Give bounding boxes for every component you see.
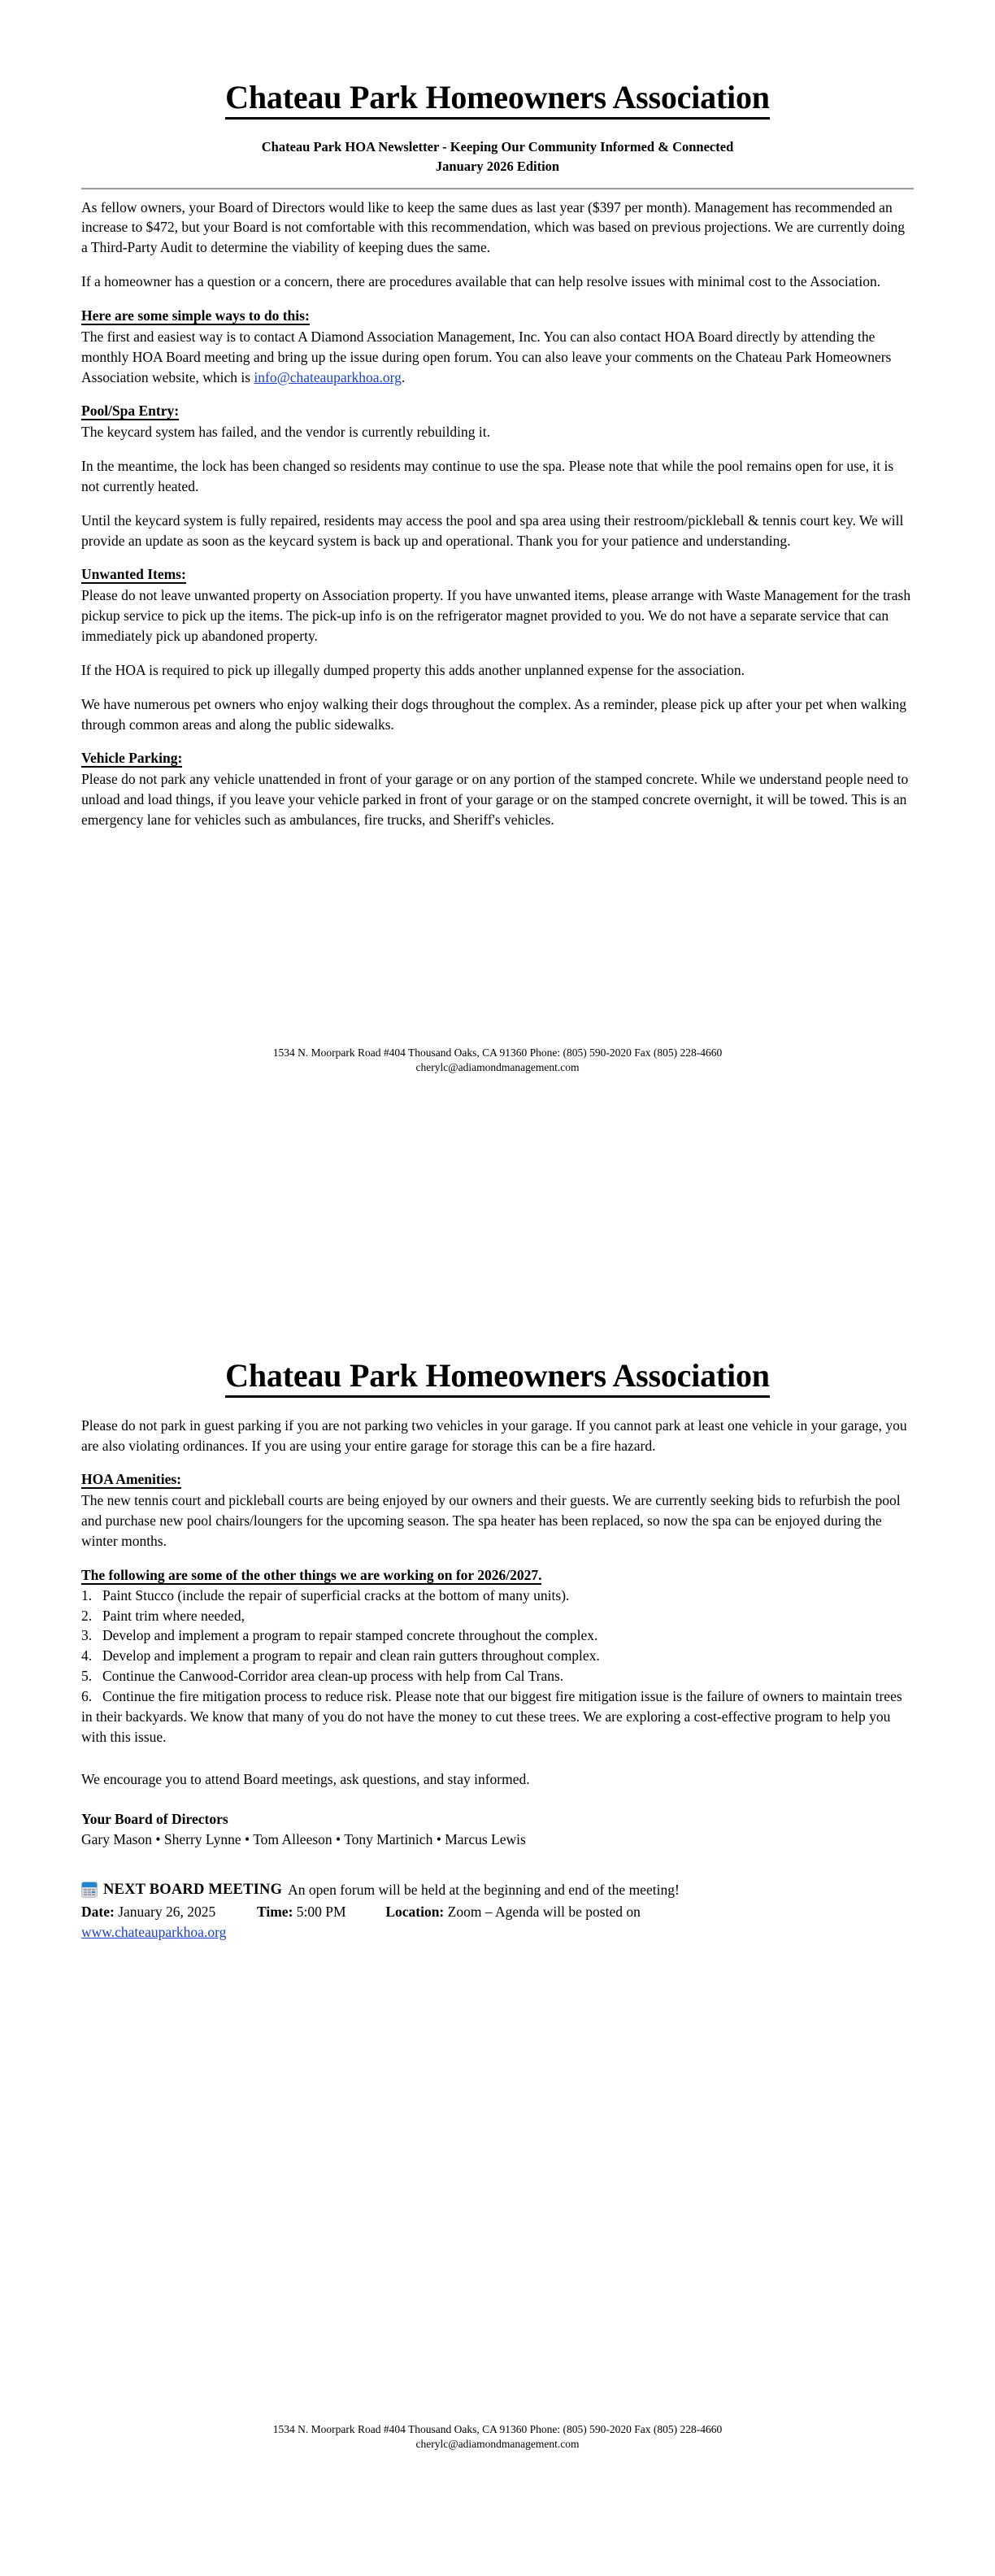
calendar-cell (88, 1891, 91, 1893)
meeting-title-row (81, 1879, 914, 1901)
meeting-website-row (81, 1922, 914, 1943)
unwanted-items-heading (81, 564, 914, 585)
pool-spa-body-1: The keycard system has failed, and the vendor is currently rebuilding it. (81, 424, 490, 441)
next-board-meeting-block (81, 1879, 914, 1943)
pets-paragraph: We have numerous pet owners who enjoy walking their dogs throughout the complex. As a reminder, please pick up after your pet when walking through common areas and along the public sidewalks. (81, 695, 907, 733)
ways-body-before-link: The first and easiest way is to contact A Diamond Association Management, Inc. You can also contact HOA Board directly by attending the monthly HOA Board meeting and bring up the issue during open forum. You can also leave your comments on the Chateau Park Homeowners Association website, which is (81, 328, 892, 385)
calendar-icon-grid (84, 1889, 95, 1895)
ways-heading (81, 306, 914, 326)
hoa-website-link[interactable]: www.chateauparkhoa.org (81, 1924, 227, 1941)
list-item (81, 1686, 914, 1747)
list-item-number: 1. (81, 1586, 93, 1603)
board-signature (81, 1809, 914, 1850)
meeting-time-value: 5:00 PM (296, 1903, 346, 1920)
unwanted-items-body-1: Please do not leave unwanted property on Association property. If you have unwanted items, please arrange with Waste Management for the trash pickup service to pick up the items. The pick-up info is on the refrigerator magnet provided to you. We do not have a separate service that can immediately pick up abandoned property. (81, 587, 911, 644)
list-item (81, 1646, 914, 1666)
footer-address: 1534 N. Moorpark Road #404 Thousand Oaks, CA 91360 Phone: (805) 590-2020 Fax (805) 228-4660 (272, 2423, 723, 2435)
unwanted-items-body-2: If the HOA is required to pick up illegally dumped property this adds another unplanned expense for the association. (81, 661, 745, 678)
meeting-time-label: Time: (257, 1903, 293, 1920)
meeting-location-label: Location: (385, 1903, 445, 1920)
calendar-cell (92, 1894, 95, 1895)
meeting-title: NEXT BOARD MEETING (103, 1881, 283, 1898)
page-2-title-text: Chateau Park Homeowners Association (225, 1357, 770, 1398)
page-2 (0, 1288, 995, 2576)
pool-spa-section (81, 401, 914, 442)
page-2-footer (0, 2422, 995, 2452)
page-title-text: Chateau Park Homeowners Association (225, 79, 770, 120)
calendar-cell (84, 1894, 87, 1895)
list-item-number: 4. (81, 1647, 93, 1664)
vehicle-parking-section (81, 748, 914, 829)
list-item (81, 1606, 914, 1626)
page-title (81, 80, 914, 116)
ways-body-after-link: . (401, 368, 406, 385)
pool-spa-body-2: In the meantime, the lock has been changed so residents may continue to use the spa. Please note that while the pool remains open for use, it is not currently heated. (81, 458, 894, 494)
working-on-heading-text: The following are some of the other things we are working on for 2026/2027. (81, 1566, 542, 1583)
footer-email: cherylc@adiamondmanagement.com (415, 2438, 580, 2451)
meeting-details-row (81, 1902, 914, 1922)
calendar-icon-header (82, 1882, 97, 1887)
list-item-text: Continue the fire mitigation process to reduce risk. Please note that our biggest fire mitigation issue is the failure of owners to maintain trees in their backyards. We know that many of you do not have the money to cut these trees. We are exploring a cost-effective program to help you with this issue. (81, 1687, 902, 1745)
page-2-title (81, 1358, 914, 1395)
list-item-text: Paint Stucco (include the repair of superficial cracks at the bottom of many units). (102, 1586, 570, 1603)
subtitle-line-1: Chateau Park HOA Newsletter - Keeping Our Community Informed & Connected (261, 138, 734, 154)
vehicle-parking-body: Please do not park any vehicle unattended in front of your garage or on any portion of the stamped concrete. While we understand people need to unload and load things, if you leave your vehicle parked in front of your garage or on the stamped concrete overnight, it will be towed. This is an emergency lane for vehicles such as ambulances, fire trucks, and Sheriff's vehicles. (81, 771, 909, 828)
calendar-cell (88, 1894, 91, 1895)
calendar-cell (84, 1891, 87, 1893)
list-item-text: Continue the Canwood-Corridor area clean-up process with help from Cal Trans. (102, 1668, 564, 1685)
ways-body (81, 327, 914, 388)
meeting-date-value: January 26, 2025 (118, 1903, 216, 1920)
hoa-amenities-heading-text: HOA Amenities: (81, 1471, 181, 1488)
newsletter-subtitle (81, 137, 914, 176)
list-item-text: Develop and implement a program to repair and clean rain gutters throughout complex. (102, 1647, 600, 1664)
concern-paragraph: If a homeowner has a question or a concern, there are procedures available that can help resolve issues with minimal cost to the Association. (81, 273, 881, 290)
hoa-amenities-section (81, 1469, 914, 1551)
list-item-number: 2. (81, 1607, 93, 1624)
subtitle-line-2: January 2026 Edition (435, 158, 560, 174)
hoa-amenities-heading (81, 1469, 914, 1490)
list-item (81, 1666, 914, 1686)
vehicle-parking-heading (81, 748, 914, 768)
header-divider (81, 188, 914, 189)
calendar-cell (88, 1889, 91, 1891)
pool-spa-body-3: Until the keycard system is fully repaired, residents may access the pool and spa area using their restroom/pickleball & tennis court key. We will provide an update as soon as the keycard system is back up and operational. Thank you for your patience and understanding. (81, 511, 904, 549)
list-item-number: 3. (81, 1627, 93, 1644)
working-on-heading (81, 1565, 914, 1586)
list-item-number: 5. (81, 1668, 93, 1685)
board-heading: Your Board of Directors (81, 1811, 228, 1828)
list-item (81, 1625, 914, 1646)
page-1-footer (0, 1046, 995, 1075)
footer-address: 1534 N. Moorpark Road #404 Thousand Oaks, CA 91360 Phone: (805) 590-2020 Fax (805) 228-4660 (272, 1046, 723, 1059)
vehicle-parking-heading-text: Vehicle Parking: (81, 750, 183, 767)
pool-spa-heading-text: Pool/Spa Entry: (81, 402, 180, 420)
ways-section (81, 306, 914, 387)
calendar-cell-highlight (92, 1891, 95, 1893)
list-item (81, 1586, 914, 1606)
intro-paragraph: As fellow owners, your Board of Directors would like to keep the same dues as last year ($397 per month). Management has recommended an increase to $472, but your Board is not comfortable with this recommendation, which was based on previous projections. We are currently doing a Third-Party Audit to determine the viability of keeping dues the same. (81, 198, 906, 256)
info-email-link[interactable]: info@chateauparkhoa.org (254, 368, 402, 385)
hoa-amenities-body: The new tennis court and pickleball courts are being enjoyed by our owners and their guests. We are currently seeking bids to refurbish the pool and purchase new pool chairs/loungers for the upcoming season. The spa heater has been replaced, so now the spa can be enjoyed during the winter months. (81, 1492, 901, 1550)
list-item-text: Paint trim where needed, (102, 1607, 245, 1624)
board-member-names: Gary Mason • Sherry Lynne • Tom Alleeson • Tony Martinich • Marcus Lewis (81, 1831, 526, 1848)
pool-spa-heading (81, 401, 914, 421)
calendar-icon (81, 1882, 98, 1898)
meeting-date-label: Date: (81, 1903, 115, 1920)
guest-parking-paragraph: Please do not park in guest parking if you are not parking two vehicles in your garage. If you cannot park at least one vehicle in your garage, you are also violating ordinances. If you are using your entire garage for storage this can be a fire hazard. (81, 1416, 907, 1454)
work-items-list (81, 1586, 914, 1747)
footer-email: cherylc@adiamondmanagement.com (415, 1061, 580, 1074)
calendar-cell (84, 1889, 87, 1891)
list-item-number: 6. (81, 1687, 93, 1704)
unwanted-items-heading-text: Unwanted Items: (81, 566, 186, 583)
list-item-text: Develop and implement a program to repair stamped concrete throughout the complex. (102, 1627, 598, 1644)
unwanted-items-section (81, 564, 914, 646)
encourage-paragraph: We encourage you to attend Board meetings, ask questions, and stay informed. (81, 1771, 530, 1788)
meeting-note: An open forum will be held at the beginning and end of the meeting! (288, 1881, 680, 1898)
meeting-location-value: Zoom – Agenda will be posted on (447, 1903, 641, 1920)
ways-heading-text: Here are some simple ways to do this: (81, 307, 310, 324)
calendar-cell (92, 1889, 95, 1891)
